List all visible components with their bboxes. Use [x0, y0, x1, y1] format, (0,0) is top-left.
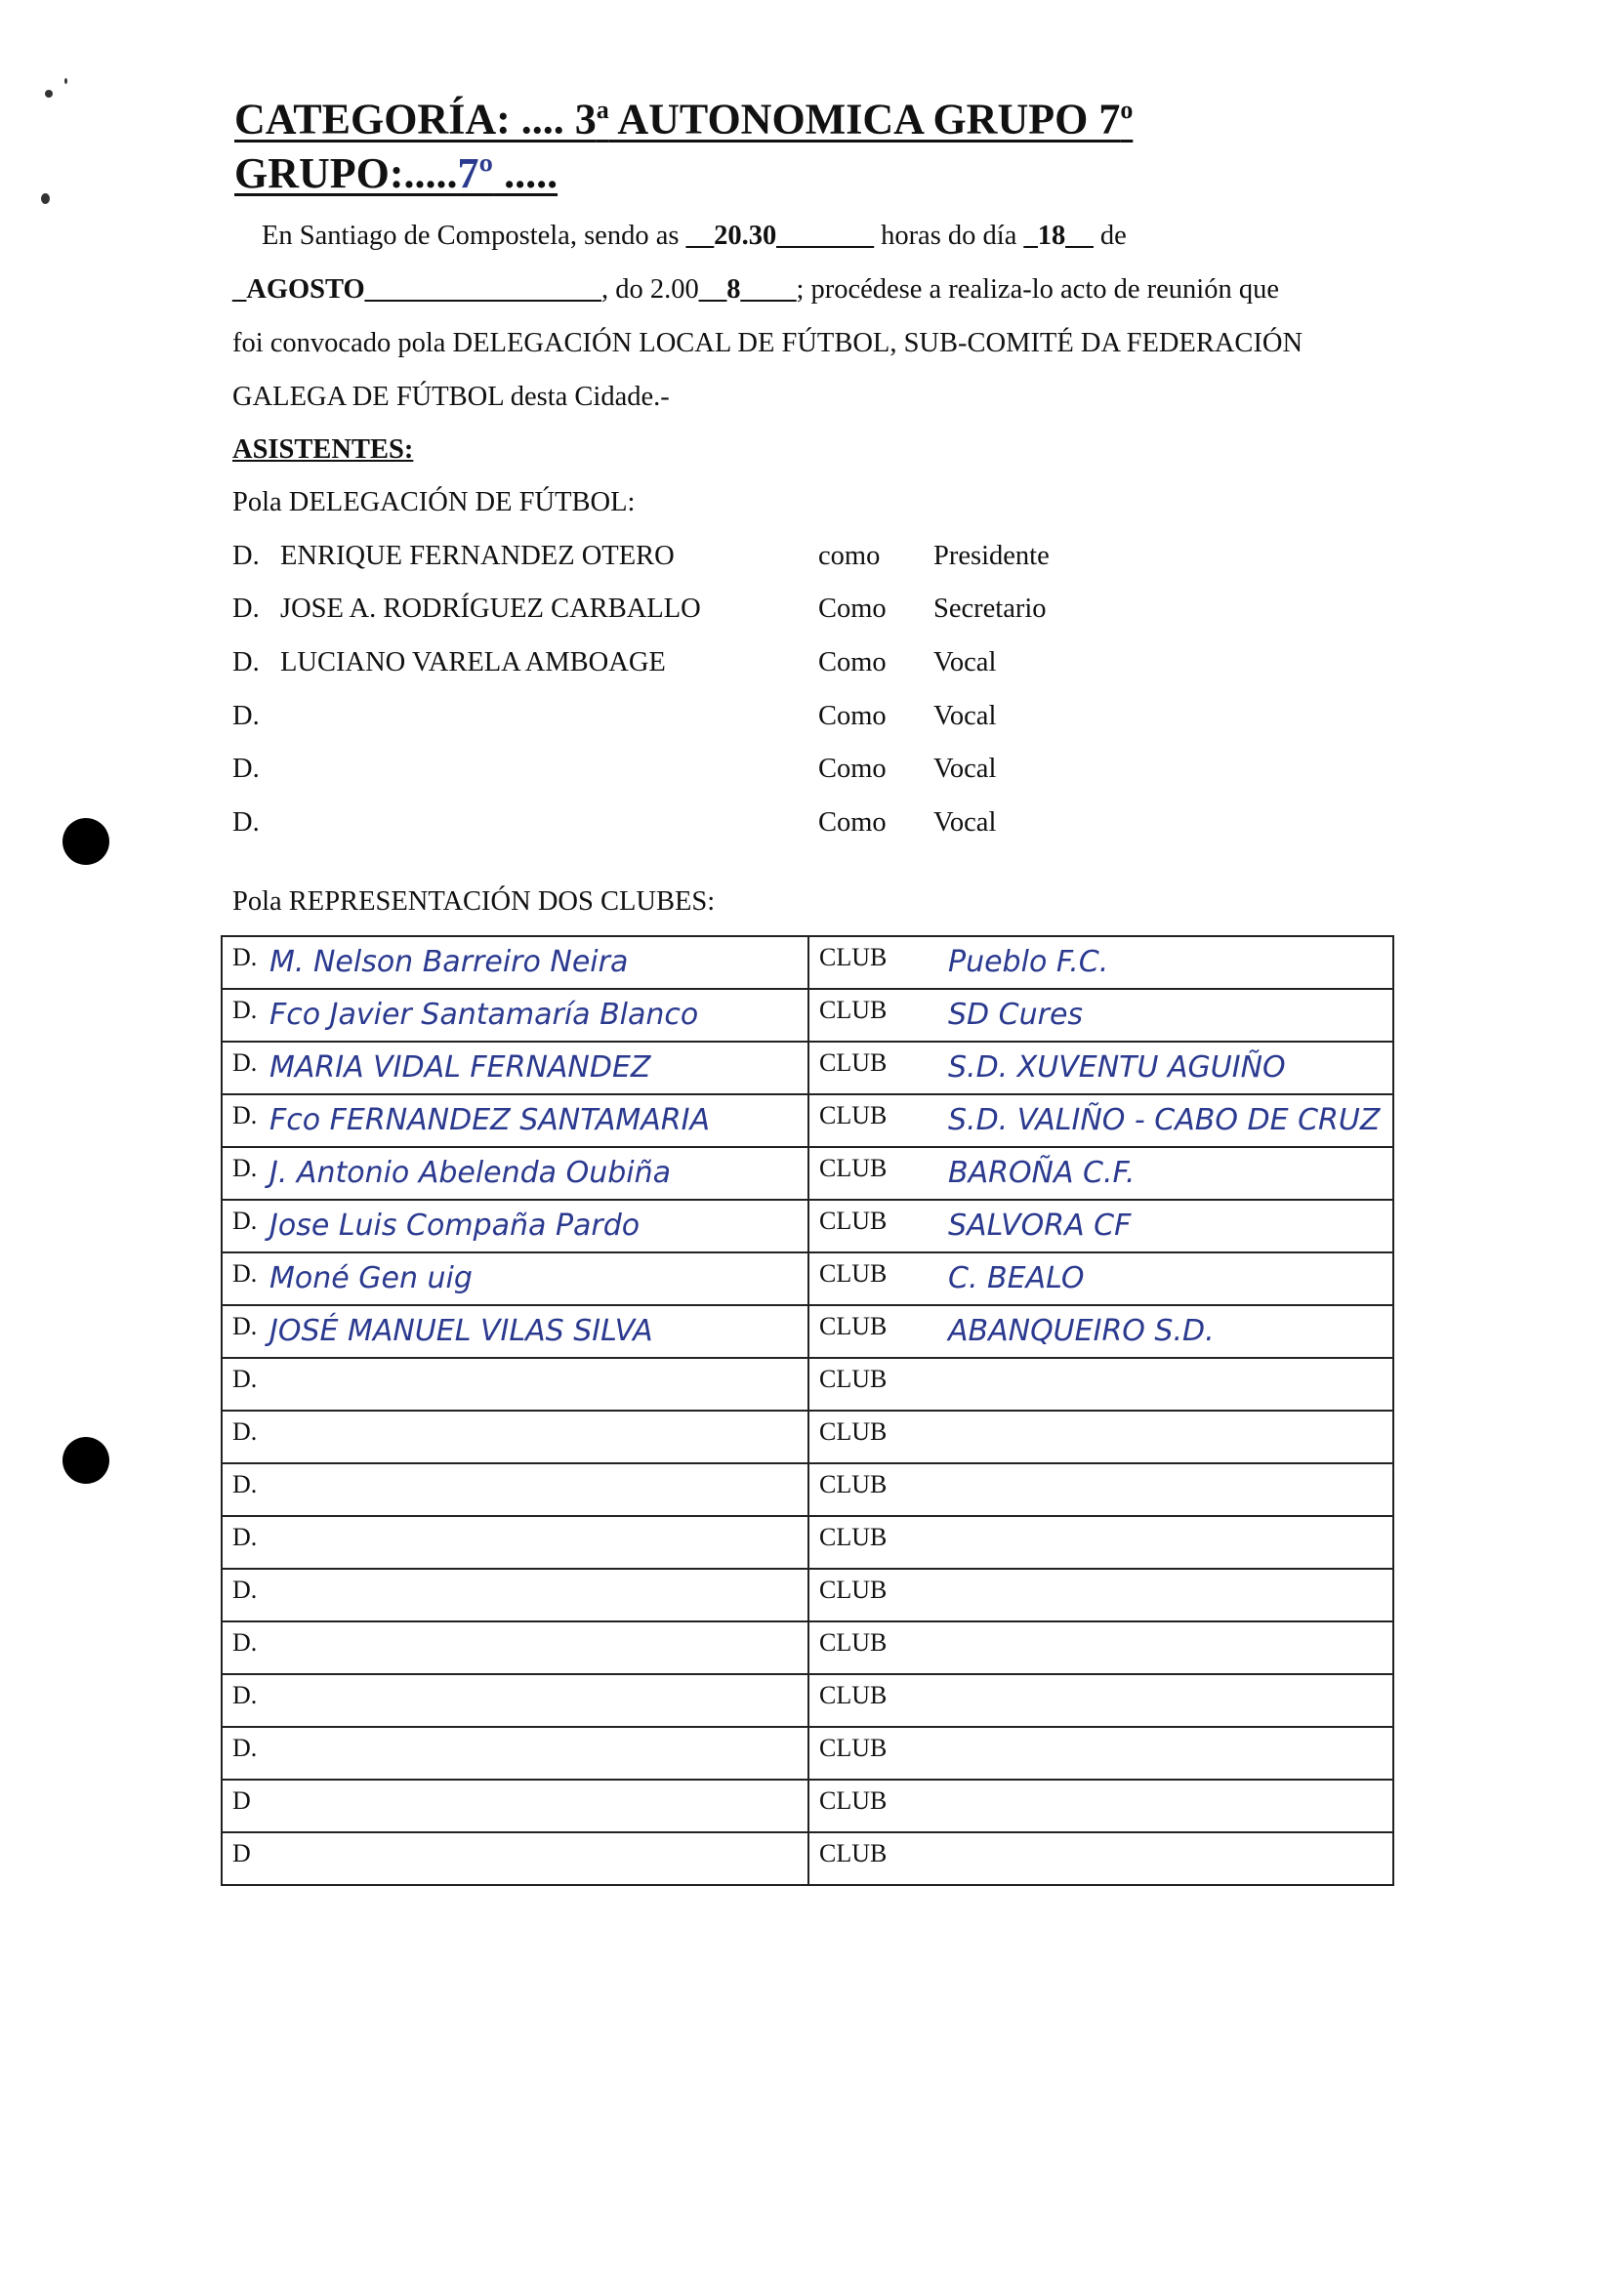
club-cell: CLUB C. BEALO — [808, 1252, 1393, 1305]
representative-cell: D. Moné Gen uig — [222, 1252, 808, 1305]
intro-line-4: GALEGA DE FÚTBOL desta Cidade.- — [232, 382, 670, 412]
delegation-name: JOSE A. RODRÍGUEZ CARBALLO — [280, 594, 701, 624]
clubs-title: Pola REPRESENTACIÓN DOS CLUBES: — [232, 886, 716, 917]
representative-cell: D. — [222, 1516, 808, 1569]
table-row — [222, 1252, 1393, 1305]
club-cell: CLUB SALVORA CF — [808, 1200, 1393, 1252]
representative-cell: D. — [222, 1674, 808, 1727]
table-row — [222, 1674, 1393, 1727]
club-name: SALVORA CF — [948, 1209, 1132, 1243]
table-row — [222, 1094, 1393, 1147]
table-row — [222, 1042, 1393, 1094]
delegation-role: Secretario — [933, 594, 1047, 624]
representative-cell: D. — [222, 1411, 808, 1463]
representative-name: JOSÉ MANUEL VILAS SILVA — [269, 1314, 653, 1348]
table-row — [222, 1305, 1393, 1358]
delegation-prefix: D. — [232, 541, 260, 571]
club-cell: CLUB Pueblo F.C. — [808, 936, 1393, 989]
club-cell: CLUB — [808, 1727, 1393, 1780]
group-heading: GRUPO:.....7º ..... — [234, 149, 558, 197]
representative-cell: D. Fco Javier Santamaría Blanco — [222, 989, 808, 1042]
table-row — [222, 1358, 1393, 1411]
representative-cell: D. — [222, 1621, 808, 1674]
clubs-table — [221, 935, 1394, 1886]
table-row — [222, 1411, 1393, 1463]
delegation-como: Como — [818, 647, 887, 677]
delegation-name: ENRIQUE FERNANDEZ OTERO — [280, 541, 675, 571]
delegation-role: Vocal — [933, 754, 997, 784]
representative-cell: D. JOSÉ MANUEL VILAS SILVA — [222, 1305, 808, 1358]
group-handwritten-value: 7º — [457, 149, 494, 197]
delegation-como: Como — [818, 807, 887, 838]
intro-line-2: _AGOSTO_________________, do 2.00__8____; procédese a realiza-lo acto de reunión que — [232, 274, 1279, 305]
representative-name: MARIA VIDAL FERNANDEZ — [269, 1050, 651, 1085]
table-row — [222, 1780, 1393, 1832]
representative-name: Fco FERNANDEZ SANTAMARIA — [269, 1103, 710, 1137]
delegation-como: Como — [818, 754, 887, 784]
delegation-prefix: D. — [232, 647, 260, 677]
time-field: __20.30_______ — [685, 221, 874, 251]
delegation-name: LUCIANO VARELA AMBOAGE — [280, 647, 666, 677]
representative-name: Jose Luis Compaña Pardo — [269, 1209, 641, 1243]
club-cell: CLUB — [808, 1569, 1393, 1621]
representative-name: Moné Gen uig — [269, 1261, 473, 1295]
club-cell: CLUB SD Cures — [808, 989, 1393, 1042]
club-cell: CLUB — [808, 1358, 1393, 1411]
club-name: Pueblo F.C. — [948, 945, 1109, 979]
delegation-role: Vocal — [933, 647, 997, 677]
club-name: S.D. XUVENTU AGUIÑO — [948, 1050, 1286, 1085]
club-cell: CLUB — [808, 1780, 1393, 1832]
table-row — [222, 1621, 1393, 1674]
binder-hole-top — [62, 818, 109, 865]
intro-line-1: En Santiago de Compostela, sendo as __20.30_______ horas do día _18__ de — [262, 221, 1127, 251]
delegation-prefix: D. — [232, 807, 260, 838]
binder-hole-bottom — [62, 1437, 109, 1484]
representative-cell: D. J. Antonio Abelenda Oubiña — [222, 1147, 808, 1200]
table-row — [222, 1147, 1393, 1200]
day-field: _18__ — [1023, 221, 1094, 251]
club-cell: CLUB BAROÑA C.F. — [808, 1147, 1393, 1200]
delegation-role: Vocal — [933, 701, 997, 731]
category-heading: CATEGORÍA: .... 3$^a$ AUTONOMICA GRUPO 7$^o$ — [234, 95, 1134, 144]
year-field: __8____ — [698, 274, 797, 305]
representative-name: M. Nelson Barreiro Neira — [269, 945, 629, 979]
month-field: _AGOSTO_________________ — [232, 274, 601, 305]
table-row — [222, 936, 1393, 989]
representative-cell: D. Fco FERNANDEZ SANTAMARIA — [222, 1094, 808, 1147]
table-row — [222, 1569, 1393, 1621]
representative-cell: D — [222, 1832, 808, 1885]
club-cell: CLUB — [808, 1674, 1393, 1727]
representative-cell: D — [222, 1780, 808, 1832]
representative-name: J. Antonio Abelenda Oubiña — [269, 1156, 672, 1190]
club-cell: CLUB — [808, 1832, 1393, 1885]
club-name: BAROÑA C.F. — [948, 1156, 1136, 1190]
representative-name: Fco Javier Santamaría Blanco — [269, 998, 699, 1032]
club-cell: CLUB — [808, 1463, 1393, 1516]
delegation-prefix: D. — [232, 754, 260, 784]
representative-cell: D. — [222, 1727, 808, 1780]
table-row — [222, 989, 1393, 1042]
delegation-title: Pola DELEGACIÓN DE FÚTBOL: — [232, 487, 636, 517]
representative-cell: D. — [222, 1569, 808, 1621]
scan-speck — [45, 90, 53, 98]
club-name: C. BEALO — [948, 1261, 1085, 1295]
delegation-prefix: D. — [232, 594, 260, 624]
scan-speck — [41, 193, 50, 204]
representative-cell: D. — [222, 1463, 808, 1516]
delegation-prefix: D. — [232, 701, 260, 731]
delegation-role: Presidente — [933, 541, 1050, 571]
delegation-como: Como — [818, 594, 887, 624]
intro-line-3: foi convocado pola DELEGACIÓN LOCAL DE FÚTBOL, SUB-COMITÉ DA FEDERACIÓN — [232, 328, 1303, 358]
club-name: SD Cures — [948, 998, 1084, 1032]
attendees-title: ASISTENTES: — [232, 434, 414, 465]
table-row — [222, 1727, 1393, 1780]
delegation-como: como — [818, 541, 881, 571]
club-cell: CLUB — [808, 1516, 1393, 1569]
table-row — [222, 1516, 1393, 1569]
table-row — [222, 1832, 1393, 1885]
representative-cell: D. MARIA VIDAL FERNANDEZ — [222, 1042, 808, 1094]
delegation-role: Vocal — [933, 807, 997, 838]
representative-cell: D. — [222, 1358, 808, 1411]
club-cell: CLUB — [808, 1411, 1393, 1463]
club-name: S.D. VALIÑO - CABO DE CRUZ — [948, 1103, 1381, 1137]
table-row — [222, 1200, 1393, 1252]
scan-speck — [64, 78, 67, 84]
representative-cell: D. Jose Luis Compaña Pardo — [222, 1200, 808, 1252]
delegation-como: Como — [818, 701, 887, 731]
table-row — [222, 1463, 1393, 1516]
representative-cell: D. M. Nelson Barreiro Neira — [222, 936, 808, 989]
club-cell: CLUB S.D. XUVENTU AGUIÑO — [808, 1042, 1393, 1094]
club-cell: CLUB ABANQUEIRO S.D. — [808, 1305, 1393, 1358]
club-name: ABANQUEIRO S.D. — [948, 1314, 1215, 1348]
club-cell: CLUB — [808, 1621, 1393, 1674]
club-cell: CLUB S.D. VALIÑO - CABO DE CRUZ — [808, 1094, 1393, 1147]
